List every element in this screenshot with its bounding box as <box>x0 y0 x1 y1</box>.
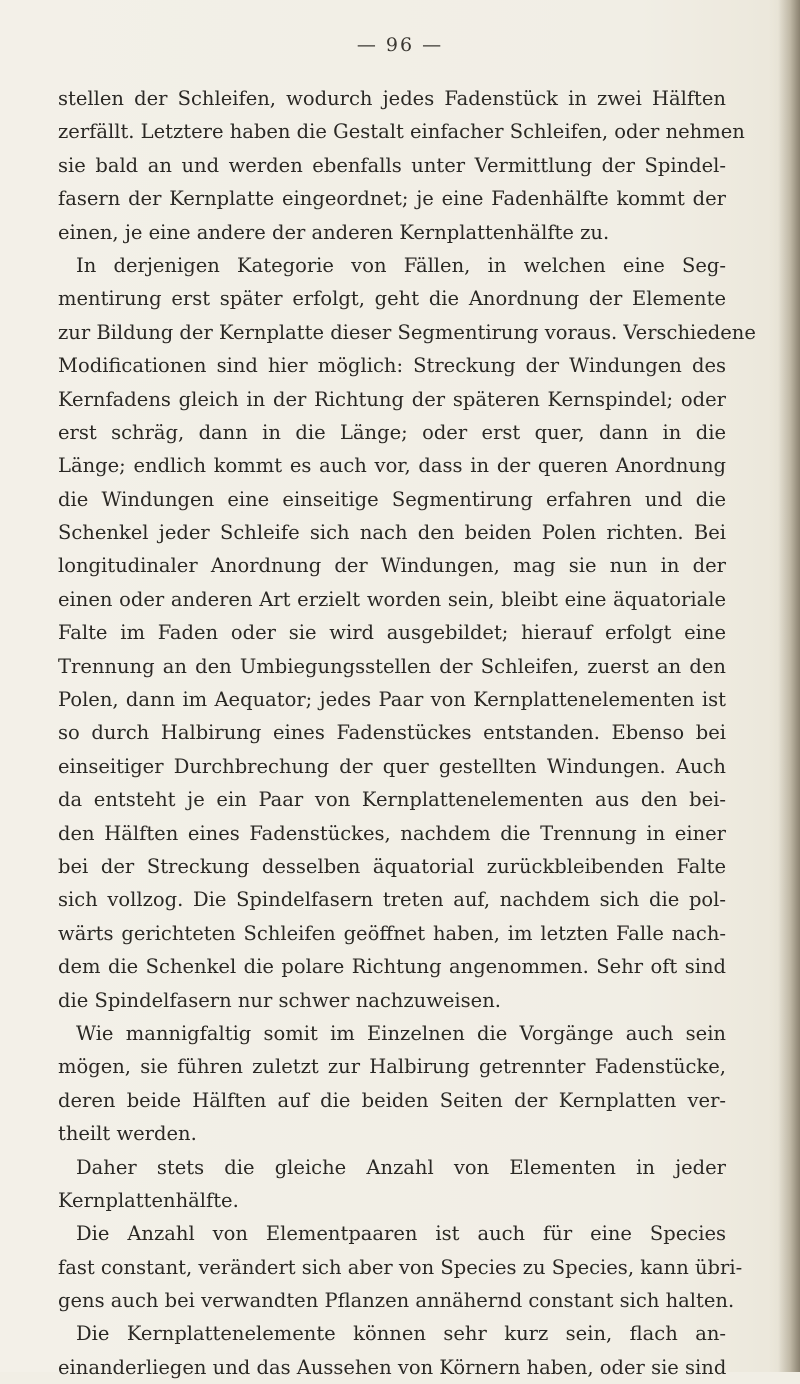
text-line: Modificationen sind hier möglich: Streckung der Windungen des <box>58 354 726 378</box>
text-line: Wie mannigfaltig somit im Einzelnen die Vorgänge auch sein <box>76 1021 726 1045</box>
text-line: theilt werden. <box>58 1122 197 1146</box>
text-line: mentirung erst später erfolgt, geht die Anordnung der Elemente <box>58 287 726 311</box>
text-line: Kernplattenhälfte. <box>58 1188 239 1212</box>
text-line: so durch Halbirung eines Fadenstückes entstanden. Ebenso bei <box>58 721 726 745</box>
text-line: erst schräg, dann in die Länge; oder erst quer, dann in die <box>58 420 726 444</box>
text-line: die Spindelfasern nur schwer nachzuweisen. <box>58 988 501 1012</box>
text-line: Trennung an den Umbiegungsstellen der Schleifen, zuerst an den <box>58 654 726 678</box>
body-text <box>58 82 756 1384</box>
text-line: einen oder anderen Art erzielt worden sein, bleibt eine äquatoriale <box>58 587 726 611</box>
text-line: fast constant, verändert sich aber von Species zu Species, kann übri- <box>58 1255 743 1279</box>
text-line: zerfällt. Letztere haben die Gestalt einfacher Schleifen, oder nehmen <box>58 120 745 144</box>
text-line: bei der Streckung desselben äquatorial zurückbleibenden Falte <box>58 854 726 878</box>
text-line: deren beide Hälften auf die beiden Seiten der Kernplatten ver- <box>58 1088 726 1112</box>
page-number: — 96 — <box>356 34 444 56</box>
text-line: Länge; endlich kommt es auch vor, dass in der queren Anordnung <box>58 454 726 478</box>
text-line: mögen, sie führen zuletzt zur Halbirung getrennter Fadenstücke, <box>58 1055 726 1079</box>
text-line: Die Kernplattenelemente können sehr kurz sein, flach an- <box>76 1322 726 1346</box>
text-line: zur Bildung der Kernplatte dieser Segmentirung voraus. Verschiedene <box>58 320 756 344</box>
text-line: Polen, dann im Aequator; jedes Paar von Kernplattenelementen ist <box>58 688 726 712</box>
text-line: sich vollzog. Die Spindelfasern treten auf, nachdem sich die pol- <box>58 888 726 912</box>
text-line: sie bald an und werden ebenfalls unter Vermittlung der Spindel- <box>58 153 726 177</box>
text-line: die Windungen eine einseitige Segmentirung erfahren und die <box>58 487 726 511</box>
text-line: fasern der Kernplatte eingeordnet; je eine Fadenhälfte kommt der <box>58 187 726 211</box>
text-line: da entsteht je ein Paar von Kernplattenelementen aus den bei- <box>58 788 726 812</box>
text-line: stellen der Schleifen, wodurch jedes Fadenstück in zwei Hälften <box>58 87 726 110</box>
text-line: dem die Schenkel die polare Richtung angenommen. Sehr oft sind <box>58 955 726 979</box>
text-line: gens auch bei verwandten Pflanzen annähernd constant sich halten. <box>58 1289 735 1313</box>
text-line: Daher stets die gleiche Anzahl von Elementen in jeder <box>76 1155 726 1179</box>
text-line: Schenkel jeder Schleife sich nach den beiden Polen richten. Bei <box>58 521 726 545</box>
text-line: den Hälften eines Fadenstückes, nachdem die Trennung in einer <box>58 821 726 845</box>
text-line: einen, je eine andere der anderen Kernplattenhälfte zu. <box>58 220 610 244</box>
text-line: einanderliegen und das Aussehen von Körnern haben, oder sie sind <box>58 1355 727 1379</box>
text-line: einseitiger Durchbrechung der quer gestellten Windungen. Auch <box>58 754 726 778</box>
text-line: wärts gerichteten Schleifen geöffnet haben, im letzten Falle nach- <box>58 921 726 945</box>
text-line: longitudinaler Anordnung der Windungen, mag sie nun in der <box>58 554 726 578</box>
text-line: Die Anzahl von Elementpaaren ist auch für eine Species <box>76 1222 726 1246</box>
page-edge-shadow <box>778 0 800 1372</box>
text-line: Kernfadens gleich in der Richtung der späteren Kernspindel; oder <box>58 387 726 411</box>
text-line: In derjenigen Kategorie von Fällen, in welchen eine Seg- <box>76 253 726 277</box>
text-line: Falte im Faden oder sie wird ausgebildet; hierauf erfolgt eine <box>58 621 726 645</box>
